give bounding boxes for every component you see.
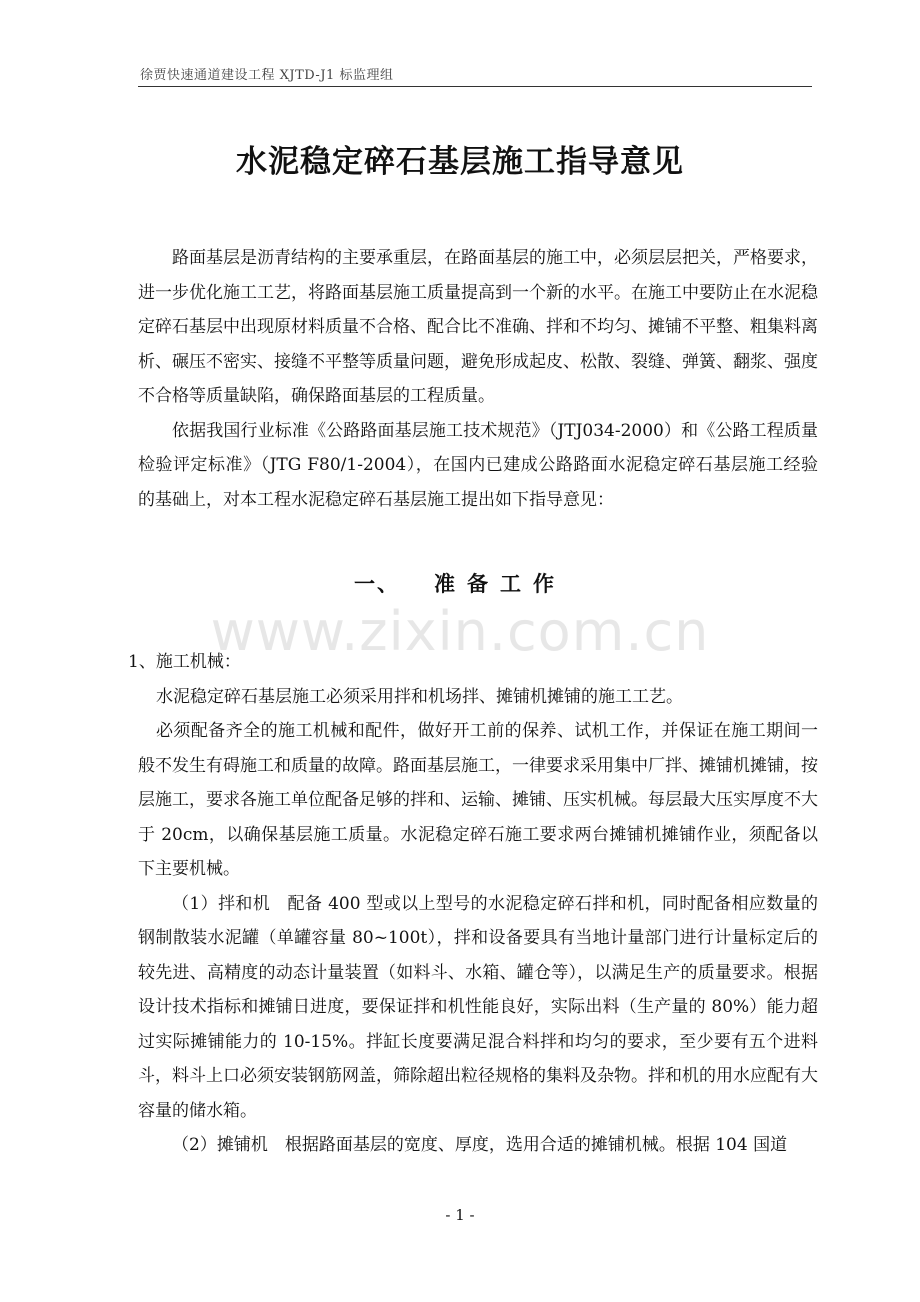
running-header: 徐贾快速通道建设工程 XJTD-J1 标监理组	[140, 68, 394, 83]
header-rule	[138, 86, 812, 87]
content-paragraph-3: （1）拌和机 配备 400 型或以上型号的水泥稳定碎石拌和机，同时配备相应数量的钢制散装水泥罐（单罐容量 80~100t），拌和设备要具有当地计量部门进行计量标定后的较先进、高精度的动态计量装置（如料斗、水箱、罐仓等），以满足生产的质量要求。根据设计技术指标和摊铺日进度，要保证拌和机性能良好，实际出料（生产量的 80%）能力超过实际摊铺能力的 10-15%。拌缸长度要满足混合料拌和均匀的要求，至少要有五个进料斗，料斗上口必须安装钢筋网盖，筛除超出粒径规格的集料及杂物。拌和机的用水应配有大容量的储水箱。	[138, 893, 818, 1121]
content-paragraph-4: （2）摊铺机 根据路面基层的宽度、厚度，选用合适的摊铺机械。根据 104 国道	[172, 1135, 788, 1155]
content-paragraph-1: 水泥稳定碎石基层施工必须采用拌和机场拌、摊铺机摊铺的施工工艺。	[156, 686, 683, 707]
page-number: - 1 -	[445, 1206, 475, 1224]
section-heading	[0, 568, 920, 598]
document-title: 水泥稳定碎石基层施工指导意见	[236, 144, 684, 180]
intro-paragraph-2: 依据我国行业标准《公路路面基层施工技术规范》（JTJ034-2000）和《公路工程质量检验评定标准》（JTG F80/1-2004），在国内已建成公路路面水泥稳定碎石基层施工经验的基础上，对本工程水泥稳定碎石基层施工提出如下指导意见：	[138, 420, 818, 510]
item-heading: 1、施工机械：	[128, 652, 241, 672]
intro-paragraph-1: 路面基层是沥青结构的主要承重层，在路面基层的施工中，必须层层把关，严格要求，进一步优化施工工艺，将路面基层施工质量提高到一个新的水平。在施工中要防止在水泥稳定碎石基层中出现原材料质量不合格、配合比不准确、拌和不均匀、摊铺不平整、粗集料离析、碾压不密实、接缝不平整等质量问题，避免形成起皮、松散、裂缝、弹簧、翻浆、强度不合格等质量缺陷，确保路面基层的工程质量。	[138, 248, 818, 406]
content-paragraph-2: 必须配备齐全的施工机械和配件，做好开工前的保养、试机工作，并保证在施工期间一般不发生有碍施工和质量的故障。路面基层施工，一律要求采用集中厂拌、摊铺机摊铺，按层施工，要求各施工单位配备足够的拌和、运输、摊铺、压实机械。每层最大压实厚度不大于 20cm，以确保基层施工质量。水泥稳定碎石施工要求两台摊铺机摊铺作业，须配备以下主要机械。	[138, 721, 818, 879]
section-number: 一、	[354, 572, 400, 596]
site-watermark: www.zixin.com.cn	[210, 600, 710, 663]
section-title: 准备工作	[434, 572, 566, 596]
intro-block	[138, 241, 818, 517]
content-block	[128, 645, 818, 1163]
